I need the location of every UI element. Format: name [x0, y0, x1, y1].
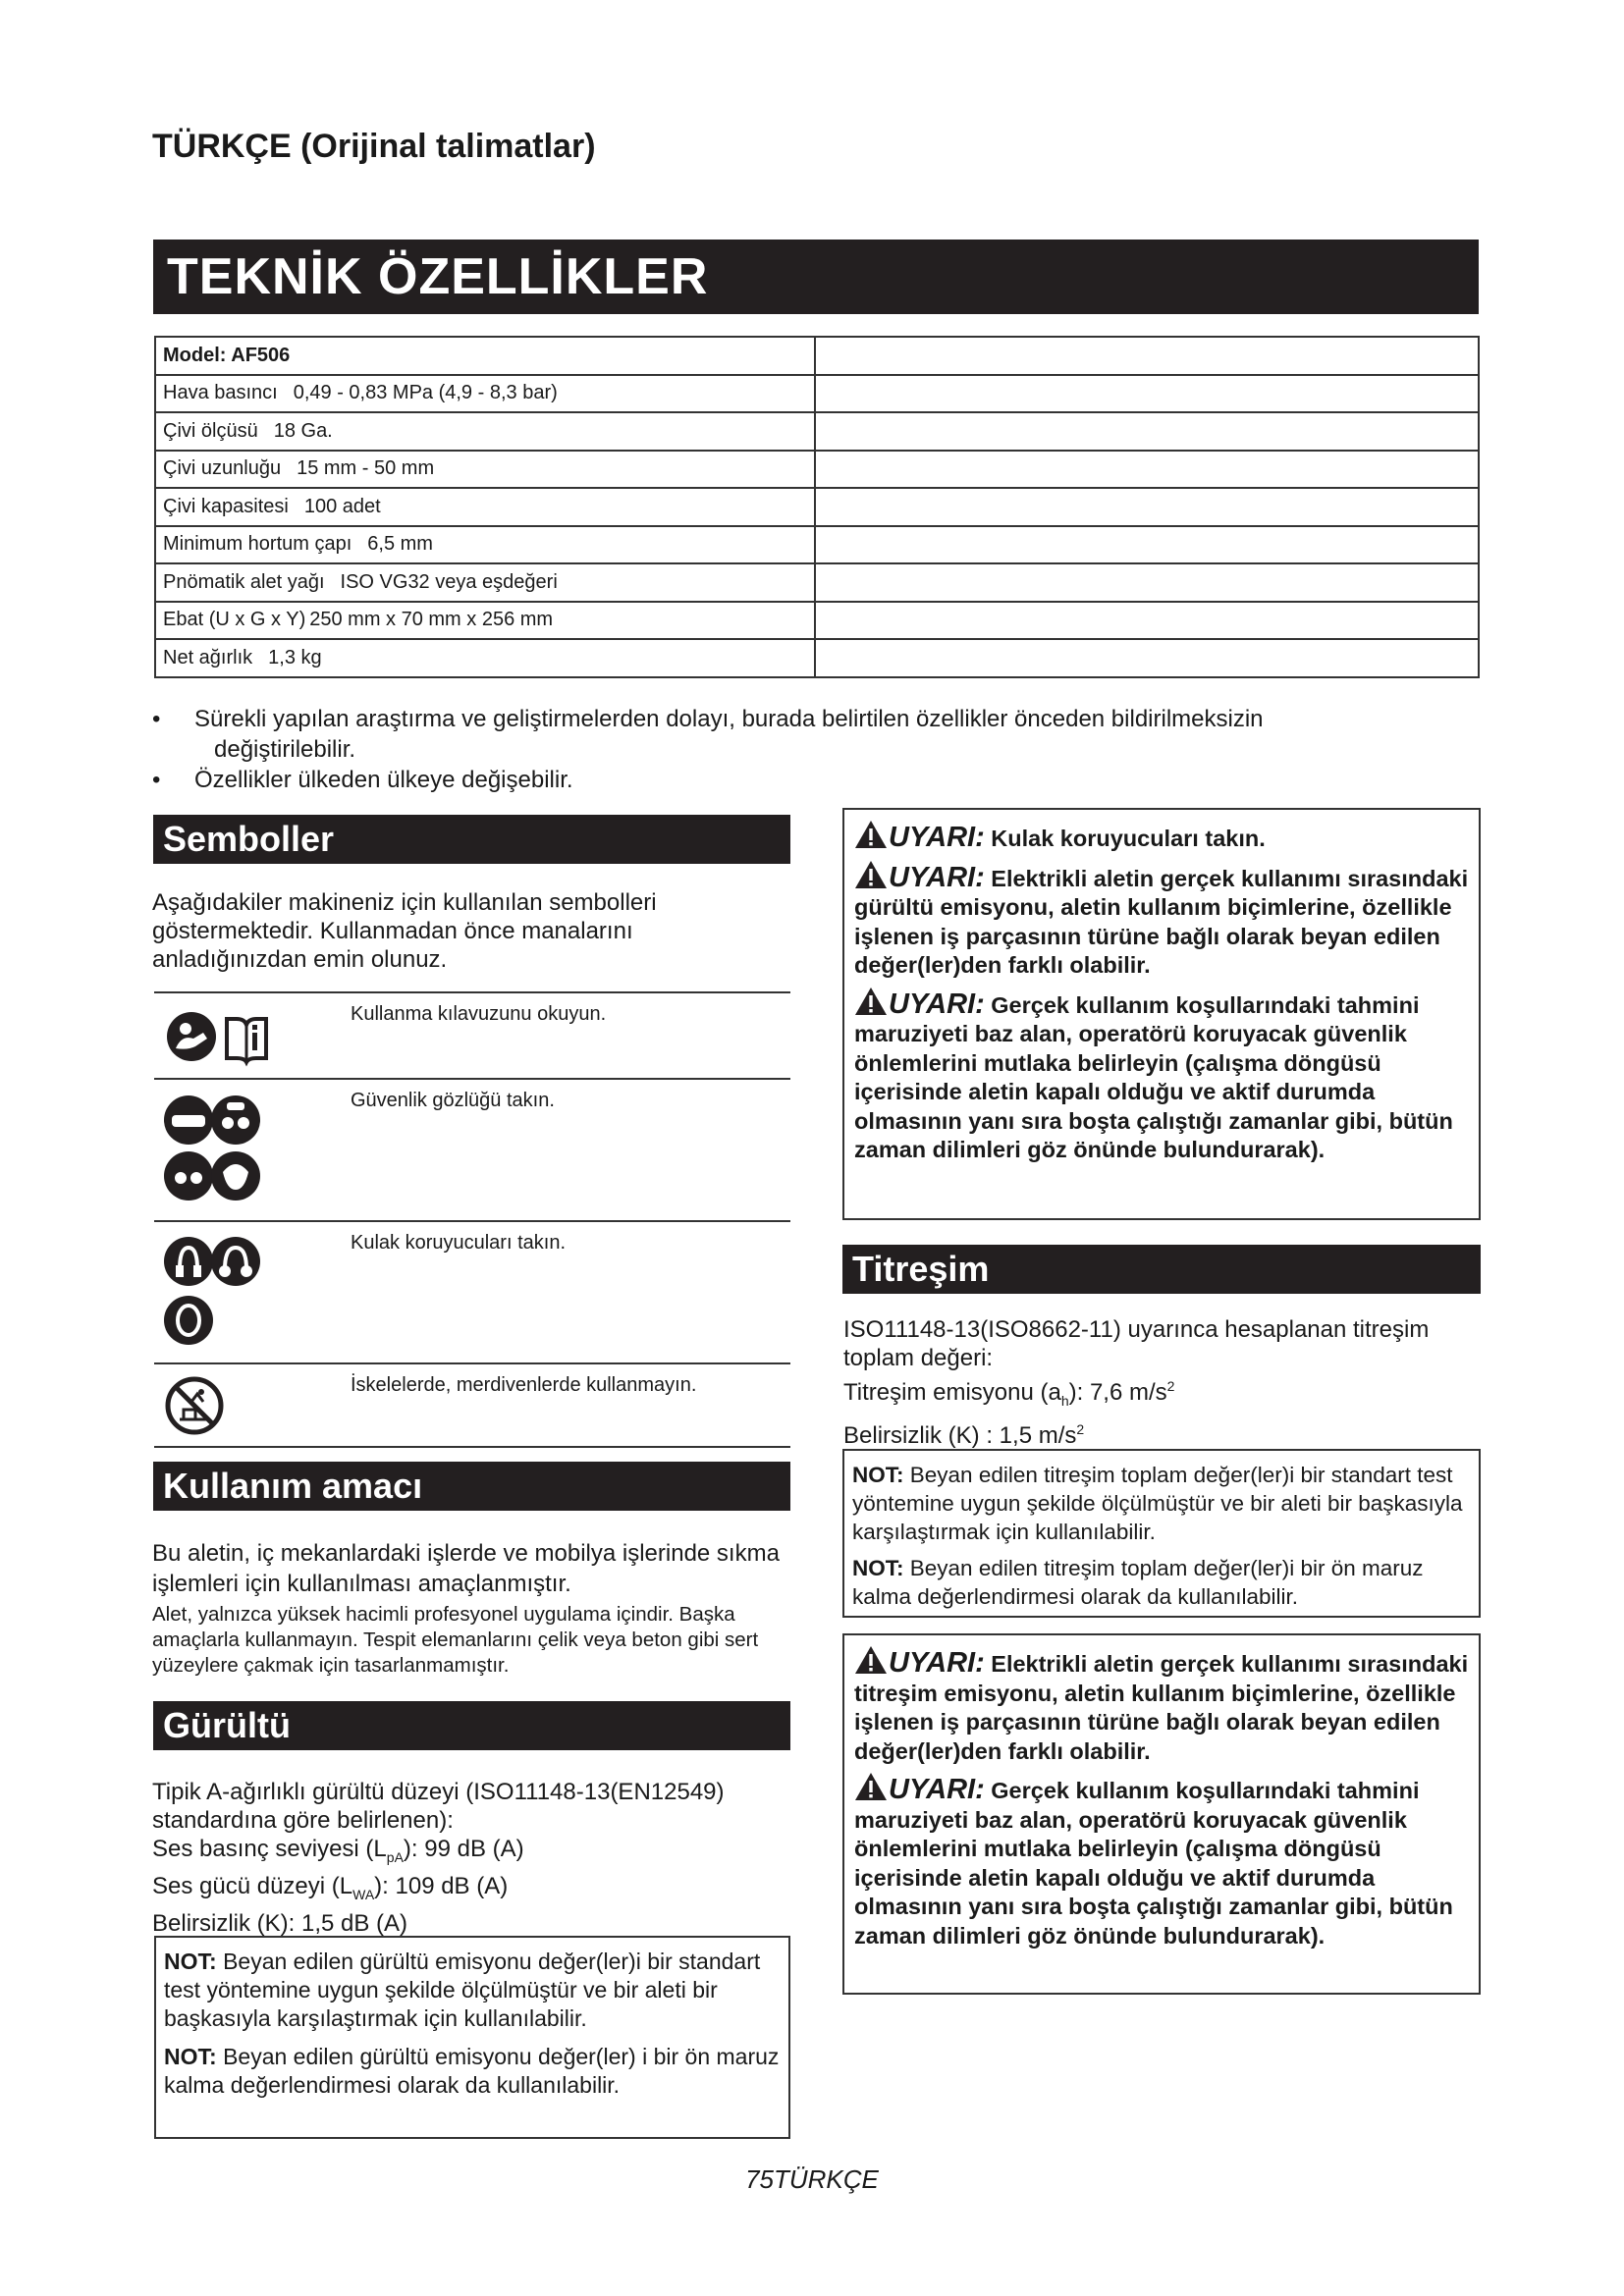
- warning-1: UYARI: Kulak koruyucuları takın.: [854, 820, 1469, 854]
- warning-5: UYARI: Gerçek kullanım koşullarındaki tahmini maruziyeti baz alan, operatörü koruyacak güvenlik önlemlerini mutlaka belirleyin (çalışma döngüsü içerisinde aletin kapalı olduğu ve aktif durumda olmasının yanı sıra boşta çalıştığı zamanlar gibi, bütün zaman dilimleri göz önünde bulundurarak).: [854, 1774, 1453, 1949]
- table-row: [154, 1363, 790, 1447]
- page-footer: 75TÜRKÇE: [745, 2164, 879, 2194]
- noise-uncertainty: Belirsizlik (K): 1,5 dB (A): [152, 1909, 408, 1937]
- table-row: [155, 526, 1479, 564]
- table-row: [154, 992, 790, 1079]
- table-row: [155, 451, 1479, 489]
- noise-note-box: [154, 1936, 790, 2139]
- symbols-table: [154, 991, 790, 1448]
- noise-block: [152, 1778, 800, 1938]
- spec-value: ISO VG32 veya eşdeğeri: [340, 570, 558, 593]
- spec-label: Ebat (U x G x Y): [163, 609, 306, 631]
- table-row: [154, 1221, 790, 1363]
- symbol-text: Güvenlik gözlüğü takın.: [349, 1079, 790, 1221]
- intended-use-text-small: Alet, yalnızca yüksek hacimli profesyonel uygulama içindir. Başka amaçlarla kullanmayın. Tespit elemanlarını çelik veya beton gibi sert yüzeylere çakmak için tasarlanmamıştır.: [152, 1603, 759, 1677]
- symbol-text: Kulak koruyucuları takın.: [349, 1221, 790, 1363]
- symbols-intro: Aşağıdakiler makineniz için kullanılan sembolleri göstermektedir. Kullanmadan önce manalarını anladığınızdan emin olunuz.: [152, 889, 657, 973]
- table-row: [155, 375, 1479, 413]
- noise-warning-box: [842, 808, 1481, 1220]
- spec-table: [154, 336, 1480, 678]
- table-row: [155, 488, 1479, 526]
- spec-notes: [152, 704, 1429, 795]
- read-manual-icon: [162, 1001, 309, 1070]
- vibration-note-box: [842, 1449, 1481, 1618]
- noise-note-2: NOT: Beyan edilen gürültü emisyonu değer(ler) i bir ön maruz kalma değerlendirmesi olarak da kullanılabilir.: [164, 2044, 780, 2098]
- spec-label: Pnömatik alet yağı: [163, 570, 325, 593]
- warning-icon: [854, 1645, 888, 1675]
- table-row: [154, 1079, 790, 1221]
- spec-value: 6,5 mm: [367, 533, 433, 556]
- table-row: [155, 412, 1479, 451]
- vibration-note-1: NOT: Beyan edilen titreşim toplam değer(ler)i bir standart test yöntemine uygun şekilde ölçülmüştür ve bir aleti bir başkasıyla karşılaştırmak için kullanılabilir.: [852, 1463, 1463, 1544]
- language-title: TÜRKÇE (Orijinal talimatlar): [152, 128, 596, 165]
- vibration-intro: ISO11148-13(ISO8662-11) uyarınca hesaplanan titreşim toplam değeri:: [843, 1316, 1430, 1371]
- table-row: [155, 602, 1479, 640]
- vibration-warning-box: [842, 1633, 1481, 1995]
- noise-lwa: Ses gücü düzeyi $(L_{WA})$: 109 dB (A): [152, 1872, 509, 1902]
- spec-label: Çivi uzunluğu: [163, 457, 282, 480]
- warning-3: UYARI: Gerçek kullanım koşullarındaki tahmini maruziyeti baz alan, operatörü koruyacak güvenlik önlemlerini mutlaka belirleyin (çalışma döngüsü içerisinde aletin kapalı olduğu ve aktif durumda olmasının yanı sıra boşta çalıştığı zamanlar gibi, bütün zaman dilimleri göz önünde bulundurarak).: [854, 988, 1453, 1162]
- spec-value: 250 mm x 70 mm x 256 mm: [309, 609, 554, 631]
- symbol-text: İskelelerde, merdivenlerde kullanmayın.: [349, 1363, 790, 1447]
- warning-icon: [854, 860, 888, 889]
- spec-value: 15 mm - 50 mm: [297, 457, 435, 480]
- warning-icon: [854, 1772, 888, 1801]
- vibration-block: [843, 1315, 1472, 1450]
- intended-use-heading: Kullanım amacı: [153, 1462, 790, 1511]
- table-row: [155, 563, 1479, 602]
- symbols-heading: Semboller: [153, 815, 790, 864]
- spec-label: Çivi kapasitesi: [163, 495, 289, 517]
- model-cell: Model: AF506: [155, 337, 815, 375]
- vibration-heading: Titreşim: [842, 1245, 1481, 1294]
- vibration-emission: Titreşim emisyonu $(a_h)$: 7,6 $m/s^2$: [843, 1378, 1175, 1409]
- noise-heading: Gürültü: [153, 1701, 790, 1750]
- noise-intro: Tipik A-ağırlıklı gürültü düzeyi (ISO11148-13(EN12549) standardına göre belirlenen):: [152, 1779, 725, 1834]
- table-row: [155, 337, 1479, 375]
- safety-glasses-icon: [162, 1088, 260, 1215]
- warning-icon: [854, 987, 888, 1016]
- specs-heading: TEKNİK ÖZELLİKLER: [153, 240, 1479, 314]
- spec-value: 100 adet: [303, 495, 381, 517]
- warning-icon: [854, 820, 888, 849]
- spec-label: Çivi ölçüsü: [163, 419, 258, 442]
- intended-use-text: Bu aletin, iç mekanlardaki işlerde ve mobilya işlerinde sıkma işlemleri için kullanılması amaçlanmıştır.: [152, 1540, 780, 1597]
- warning-4: UYARI: Elektrikli aletin gerçek kullanımı sırasındaki titreşim emisyonu, aletin kullanım biçimlerine, özellikle işlenen iş parçasının türüne bağlı olarak beyan edilen değer(ler)den farklı olabilir.: [854, 1647, 1469, 1764]
- noise-note-1: NOT: Beyan edilen gürültü emisyonu değer(ler)i bir standart test yöntemine uygun şekilde ölçülmüştür ve bir aleti bir başkasıyla karşılaştırmak için kullanılabilir.: [164, 1949, 761, 2031]
- spec-label: Hava basıncı: [163, 382, 278, 404]
- no-scaffold-icon: [162, 1372, 231, 1441]
- vibration-uncertainty: Belirsizlik (K) : 1,5 $m/s^2$: [843, 1420, 1085, 1449]
- list-item: • Sürekli yapılan araştırma ve geliştirmelerden dolayı, burada belirtilen özellikler önceden bildirilmeksizin değiştirilebilir.: [152, 704, 1429, 765]
- vibration-note-2: NOT: Beyan edilen titreşim toplam değer(ler)i bir ön maruz kalma değerlendirmesi olarak da kullanılabilir.: [852, 1556, 1424, 1609]
- spec-label: Minimum hortum çapı: [163, 533, 352, 556]
- list-item: • Özellikler ülkeden ülkeye değişebilir.: [152, 765, 1429, 795]
- spec-value: 1,3 kg: [268, 646, 322, 668]
- spec-value: 0,49 - 0,83 MPa (4,9 - 8,3 bar): [293, 382, 558, 404]
- noise-lpa: Ses basınç seviyesi $(L_{pA})$: 99 dB (A): [152, 1836, 524, 1865]
- symbol-text: Kullanma kılavuzunu okuyun.: [349, 992, 790, 1079]
- table-row: [155, 639, 1479, 677]
- spec-label: Net ağırlık: [163, 646, 253, 668]
- ear-protection-icon: [162, 1230, 260, 1358]
- warning-2: UYARI: Elektrikli aletin gerçek kullanımı sırasındaki gürültü emisyonu, aletin kullanım biçimlerine, özellikle işlenen iş parçasının türüne bağlı olarak beyan edilen değer(ler)den farklı olabilir.: [854, 861, 1469, 978]
- spec-value: 18 Ga.: [273, 419, 333, 442]
